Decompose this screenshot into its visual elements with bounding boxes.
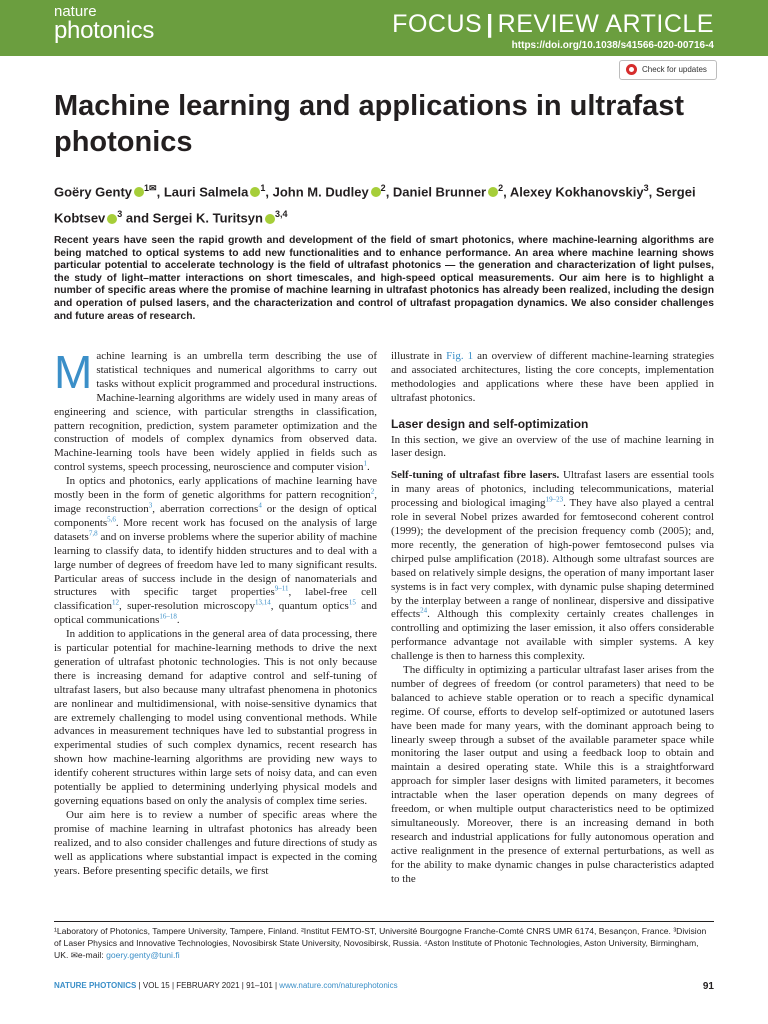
author-separator: , (385, 184, 393, 200)
paragraph-text: , quantum optics (270, 600, 349, 613)
author-name[interactable]: John M. Dudley (272, 184, 369, 200)
page-footer (54, 981, 714, 990)
citation-link[interactable]: 16–18 (159, 612, 177, 621)
journal-logo-line2: photonics (54, 17, 155, 44)
paragraph (391, 469, 714, 664)
orcid-icon[interactable] (250, 187, 260, 197)
paragraph-text: an overview of different machine-learning strategies and associated architectures, listing the core concepts, implementation methodologies and applications where these have been applied in ultrafast photonics. (391, 350, 714, 404)
subsection-heading: Self-tuning of ultrafast fibre lasers. (391, 469, 560, 482)
paragraph-text: Ultrafast lasers are essential tools in many areas of photonics, including telecommunications, material processing and biological imaging (391, 469, 714, 510)
footnote-divider (54, 921, 714, 922)
author-name[interactable]: Sergei K. Turitsyn (152, 210, 263, 226)
drop-cap: M (54, 346, 93, 398)
article-title: Machine learning and applications in ultrafast photonics (54, 90, 685, 158)
author-affiliation-marker: 3 (643, 183, 649, 193)
paragraph-text: , image reconstruction (54, 489, 377, 515)
paragraph-text: . Although this complexity certainly creates challenges in controlling and optimizing the laser emission, it also offers considerable performance advantage not available with simpler systems. A key challenge is then to harness this complexity. (391, 608, 714, 663)
citation-link[interactable]: 1 (363, 459, 367, 468)
page-number: 91 (702, 981, 714, 992)
affiliations-text: ¹Laboratory of Photonics, Tampere University, Tampere, Finland. ²Institut FEMTO-ST, Université Bourgogne Franche-Comté CNRS UMR 6174, Besançon, France. ³Division of Laser Physics and Innovative Technologies, Novosibirsk State University, Novosibirsk, Russia. ⁴Aston Institute of Photonic Technologies, Aston University, Birmingham, UK. ✉e-mail: (54, 926, 707, 960)
citation-link[interactable]: 12 (112, 598, 120, 607)
orcid-icon[interactable] (488, 187, 498, 197)
citation-link[interactable]: 3 (148, 501, 153, 510)
paragraph: In optics and photonics, early applications of machine learning have mostly been in the form of genetic algorithms for pattern recognition$^2$, image reconstruction$^3$, aberration corrections$^4$ or the design of optical components$^{5,6}$. More recent work has focused on the analysis of large datasets$^{7,8}$ and on inverse problems where the superior ability of machine learning to classify data, to identify hidden structures and to deal with a large number of degrees of freedom have led to many significant results. Particular areas of success include in the design of nanomaterials and structures with specific target properties$^{9-11}$, label-free cell classification$^{12}$, super-resolution microscopy$^{13,14}$, quantum optics$^{15}$ and optical communications$^{16-18}$. (54, 475, 377, 627)
doi-link[interactable]: https://doi.org/10.1038/s41566-020-00716-4 (511, 40, 714, 51)
affiliations (54, 925, 714, 961)
footer-url[interactable]: www.nature.com/naturephotonics (279, 981, 398, 990)
orcid-icon[interactable] (107, 214, 117, 224)
orcid-icon[interactable] (371, 187, 381, 197)
author-separator: , (265, 184, 273, 200)
orcid-icon[interactable] (265, 214, 275, 224)
separator: | (486, 10, 494, 38)
body-column-left (54, 346, 377, 878)
footer-issue-info: | VOL 15 | FEBRUARY 2021 | 91–101 | (136, 981, 280, 990)
section-label: FOCUS (392, 10, 483, 38)
journal-logo-line1: nature (54, 3, 97, 20)
abstract: Recent years have seen the rapid growth and development of the field of smart photonics, where machine-learning algorithms are being matched to optical systems to add new functionalities and to enhance performance. An area where machine learning shows particular potential to accelerate technology is the field of ultrafast photonics — the generation and characterization of light pulses, the study of light–matter interactions on short timescales, and high-speed optical measurements. Our aim here is to highlight a number of specific areas where the promise of machine learning in ultrafast photonics has already been realized, including the design and operation of pulsed lasers, and the characterization and control of ultrafast propagation dynamics. We also consider challenges and future areas of research. (54, 235, 714, 322)
crossmark-icon (626, 64, 637, 75)
paragraph-text: . More recent work has focused on the analysis of large datasets (54, 516, 377, 543)
citation-link[interactable]: 9–11 (274, 584, 289, 593)
journal-header (0, 0, 768, 56)
author-affiliation-marker: 3,4 (274, 209, 288, 220)
section-heading: Laser design and self-optimization (391, 416, 589, 431)
paragraph-text: and on inverse problems where the superior ability of machine learning to classify data, to identify hidden structures and to deal with a large number of degrees of freedom have led to many significant results. Particular areas of success include in the design of nanomaterials and structures with specific target properties (54, 530, 377, 599)
paragraph-text: and optical communications (54, 600, 377, 627)
author-affiliation-marker: 1 (260, 183, 266, 193)
author-affiliation-marker: 3 (117, 209, 123, 220)
paragraph: In this section, we give an overview of the use of machine learning in laser design. (391, 433, 714, 460)
paragraph-text: , aberration corrections (152, 502, 259, 515)
paragraph: Our aim here is to review a number of specific areas where the promise of machine learning in ultrafast photonics has already been realized, and to also consider challenges and future directions of study as well as applications where substantial impact is expected in the coming years. Before presenting specific details, we first (54, 808, 377, 877)
figure-link[interactable]: Fig. 1 (446, 350, 474, 362)
author-name[interactable]: Lauri Salmela (163, 184, 249, 200)
article-type: REVIEW ARTICLE (497, 10, 714, 38)
orcid-icon[interactable] (134, 187, 144, 197)
check-for-updates-label: Check for updates (642, 65, 707, 74)
paragraph: Machine learning is an umbrella term describing the use of statistical techniques and numerical algorithms to carry out tasks without explicit programmed and procedural instructions. Machine-learning algorithms are widely used in many areas of engineering and science, with particular strengths in classification, pattern recognition, prediction, system parameter optimization and the construction of models of complex dynamics from observed data. Machine-learning tools have been widely applied in fields such as control systems, speech processing, neuroscience and computer vision$^1$. (54, 346, 377, 474)
citation-link[interactable]: 24 (420, 606, 428, 615)
paragraph-text: or the design of optical components (54, 502, 377, 529)
author-separator: , (648, 184, 656, 200)
author-name[interactable]: Sergei Kobtsev (54, 184, 696, 226)
footer-journal[interactable]: NATURE PHOTONICS (54, 981, 137, 990)
citation-link[interactable]: 5,6 (107, 515, 116, 524)
article-type-label (392, 10, 714, 39)
citation-link[interactable]: 2 (370, 487, 375, 496)
paragraph: The difficulty in optimizing a particular ultrafast laser arises from the number of degrees of freedom (or control parameters) that need to be balanced to achieve stable operation or to reach a specific dynamical regime. Of course, efforts to develop self-optimized or autotuned lasers have been made for many years, with the dominant approach being to linearly sweep through a subset of the available parameter space while monitoring the laser output and using a feedback loop to obtain and maintain a desired operating state. While this is a straightforward approach for simpler laser designs with limited parameters, it becomes intractable when the laser operation depends on many degrees of freedom, or when multiple output characteristics need to be optimized simultaneously. Moreover, there is an increasing demand in both research and industrial applications for fully autonomous operation and active realignment in the presence of external perturbations, as well as for the ability to make dynamic changes in pulse characteristics adapted to the (391, 664, 714, 885)
email-link[interactable]: goery.genty@tuni.fi (106, 950, 180, 960)
author-separator: and (122, 210, 153, 226)
paragraph-text: In optics and photonics, early applications of machine learning have mostly been in the form of genetic algorithms for pattern recognition (54, 475, 377, 502)
author-name[interactable]: Daniel Brunner (392, 184, 487, 200)
citation-link[interactable]: 13,14 (254, 598, 271, 607)
citation-link[interactable]: 19–23 (545, 495, 564, 504)
paragraph-text: . They have also played a central role in several Nobel prizes awarded for femtosecond coherent control (1999); the development of the precision frequency comb (2005); and, more recently, the generation of high-power femtosecond pulses via chirped pulse amplification (2018). Although some ultrafast sources are based on relatively simple designs, the operation of many important laser systems is in fact very complex, with dynamic pulse shaping determined by the interplay between a range of nonlinear, dispersive and dissipative effects (391, 497, 715, 621)
paragraph: In addition to applications in the general area of data processing, there is particular potential for machine-learning methods to drive the next generation of ultrafast photonic technologies. This is not only because there is increasing demand for adaptive control and self-tuning of ultrafast lasers, but also because many ultrafast phenomena in photonics are nonlinear and multidimensional, with noise-sensitive dynamics that are extremely challenging to model using conventional methods. While advances in measurement techniques have led to substantial progress in experimental studies of such complex dynamics, recent research has shown how machine-learning algorithms are providing new ways to identify coherent structures within large sets of noisy data, and can even potentially be applied to determining underlying physical models and governing equations based on only the analysis of complex time series. (54, 628, 377, 807)
body-column-right (391, 350, 714, 887)
author-name[interactable]: Alexey Kokhanovskiy (509, 184, 644, 200)
paragraph-text: , label-free cell classification (54, 586, 377, 613)
paragraph-text: achine learning is an umbrella term describing the use of statistical techniques and numerical algorithms to carry out tasks without explicit programmed and procedural instructions. Machine-learning algorithms are widely used in many areas of engineering and science, with particular strengths in classification, pattern recognition, prediction, system parameter optimization and the construction of models of complex dynamics from observed data. Machine-learning tools have been widely applied in fields such as control systems, speech processing, neuroscience and computer vision (54, 350, 377, 474)
check-for-updates-button[interactable] (619, 60, 717, 80)
citation-link[interactable]: 15 (348, 598, 356, 607)
paragraph (391, 350, 714, 406)
author-name[interactable]: Goëry Genty (54, 184, 133, 200)
author-affiliation-marker: 2 (498, 183, 504, 193)
paragraph-text: , super-resolution microscopy (119, 600, 255, 613)
author-separator: , (503, 184, 510, 200)
citation-link[interactable]: 7,8 (88, 529, 98, 538)
author-affiliation-marker: 1✉ (144, 183, 157, 193)
paragraph-text: illustrate in (391, 350, 447, 362)
author-list (54, 177, 734, 230)
citation-link[interactable]: 4 (258, 501, 262, 510)
author-separator: , (156, 184, 164, 200)
journal-logo[interactable] (54, 4, 154, 43)
author-affiliation-marker: 2 (380, 183, 386, 193)
